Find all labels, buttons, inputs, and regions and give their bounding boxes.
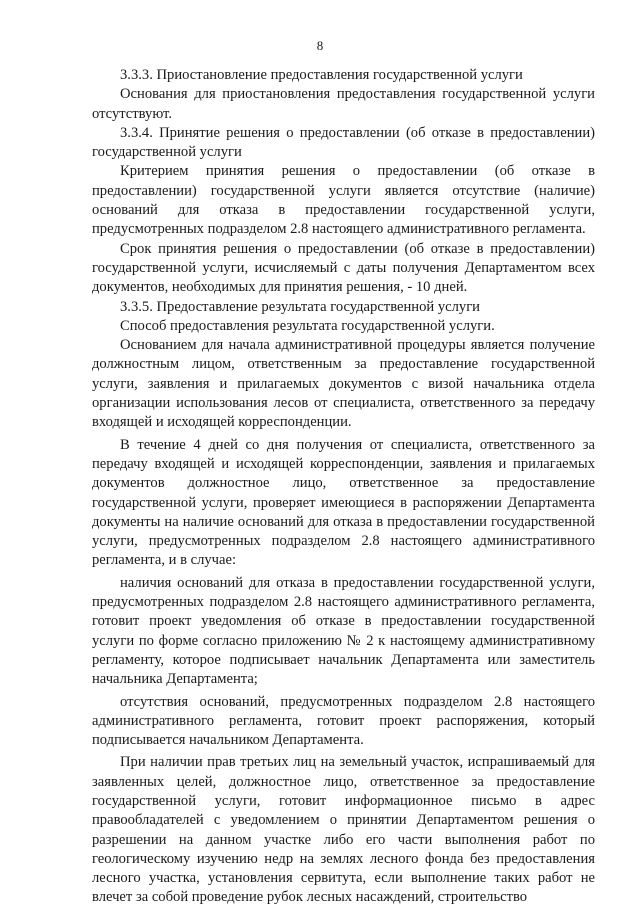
section-3-3-4-heading: 3.3.4. Принятие решения о предоставлении (об отказе в предоставлении) государственной услуги bbox=[92, 124, 595, 161]
paragraph-decision-criterion: Критерием принятия решения о предоставлении (об отказе в предоставлении) государственной услуги является отсутствие (наличие) оснований для отказа в предоставлении государственной услуги, предусмотренных подразделом 2.8 настоящего административного регламента. bbox=[92, 163, 595, 238]
paragraph-document-check: В течение 4 дней со дня получения от специалиста, ответственного за передачу входящей и исходящей корреспонденции, заявления и прилагаемых документов должностное лицо, ответственное за предоставление государственной услуги, проверяет имеющиеся в распоряжении Департамента документы на наличие оснований для отказа в предоставлении государственной услуги, предусмотренных подразделом 2.8 настоящего административного регламента, и в случае: bbox=[92, 436, 595, 569]
paragraph-procedure-basis: Основанием для начала административной процедуры является получение должностным лицом, ответственным за предоставление государственной услуги, заявления и прилагаемых документов с визой начальника отдела организации использования лесов от специалиста, ответственного за передачу входящей и исходящей корреспонденции. bbox=[92, 337, 595, 431]
section-3-3-5-heading: 3.3.5. Предоставление результата государственной услуги bbox=[120, 298, 480, 315]
document-body bbox=[92, 66, 595, 908]
paragraph-refusal-case: наличия оснований для отказа в предоставлении государственной услуги, предусмотренных подразделом 2.8 настоящего административного регламента, готовит проект уведомления об отказе в предоставлении государственной услуги по форме согласно приложению № 2 к настоящему административному регламенту, которое подписывает начальник Департамента или заместитель начальника Департамента; bbox=[92, 574, 595, 688]
paragraph-result-method: Способ предоставления результата государственной услуги. bbox=[120, 317, 495, 334]
paragraph-suspension-grounds: Основания для приостановления предоставления государственной услуги отсутствуют. bbox=[92, 86, 595, 122]
paragraph-decision-term: Срок принятия решения о предоставлении (об отказе в предоставлении) государственной услуги, исчисляемый с даты получения Департаментом всех документов, необходимых для принятия решения, - 10 дней. bbox=[92, 240, 595, 296]
section-3-3-3-heading: 3.3.3. Приостановление предоставления государственной услуги bbox=[120, 67, 523, 83]
page-number: 8 bbox=[316, 38, 324, 53]
paragraph-approval-case: отсутствия оснований, предусмотренных подразделом 2.8 настоящего административного регламента, готовит проект распоряжения, который подписывается начальником Департамента. bbox=[92, 693, 595, 749]
paragraph-third-party-rights: При наличии прав третьих лиц на земельный участок, испрашиваемый для заявленных целей, должностное лицо, ответственное за предоставление государственной услуги, готовит информационное письмо в адрес правообладателей с уведомлением о принятии Департаментом решения о разрешении на данном участке либо его части выполнения работ по геологическому изучению недр на землях лесного фонда без предоставления лесного участка, установления сервитута, если выполнение таких работ не влечет за собой проведение рубок лесных насаждений, строительство bbox=[92, 754, 595, 906]
